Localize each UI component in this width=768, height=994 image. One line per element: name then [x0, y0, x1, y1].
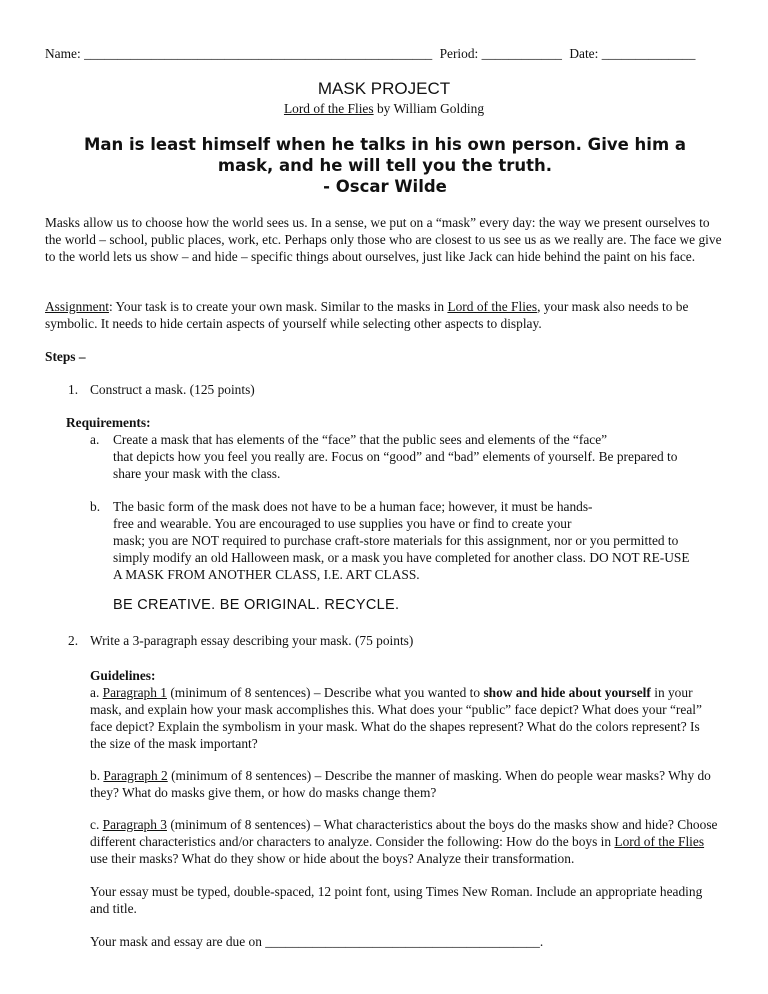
- guideline-c-text: (minimum of 8 sentences) – What characteristics about the boys do the masks show and hide? Choose different characteristics and/or characters to analyze. Consider the following: How do the boys in: [90, 817, 718, 849]
- assignment-label: Assignment: [45, 299, 109, 314]
- guideline-paragraph-3: [90, 816, 722, 867]
- quote-line-1: Man is least himself when he talks in his own person. Give him a: [83, 135, 687, 154]
- slogan: BE CREATIVE. BE ORIGINAL. RECYCLE.: [113, 597, 400, 613]
- guideline-a-text-2: in your mask, and explain how your mask accomplishes this. What does your “public” face depict? What does your “real” face depict? Explain the symbolism in your mask. What do the shapes represent? What do the colors represent? Is the size of the mask important?: [90, 685, 702, 751]
- guideline-c-text-2: use their masks? What do they show or hide about the boys? Analyze their transformation.: [90, 851, 575, 866]
- page-subtitle: [0, 100, 768, 117]
- req-a-label: a.: [90, 432, 100, 447]
- step-2-text: Write a 3-paragraph essay describing your mask. (75 points): [90, 633, 414, 648]
- assignment-paragraph: [45, 298, 722, 332]
- req-b-line-1: The basic form of the mask does not have to be a human face; however, it must be hands-: [113, 499, 593, 514]
- guideline-a-prefix: a.: [90, 685, 103, 700]
- req-b-label: b.: [90, 499, 101, 514]
- requirements-heading: [66, 414, 151, 431]
- author-text: by William Golding: [373, 101, 485, 116]
- book-title: Lord of the Flies: [283, 101, 374, 116]
- step-1-text: Construct a mask. (125 points): [90, 382, 255, 397]
- guideline-c-book: Lord of the Flies: [614, 834, 705, 849]
- req-b-line-2: free and wearable. You are encouraged to use supplies you have or find to create your: [113, 516, 572, 531]
- due-text: Your mask and essay are due on: [90, 934, 266, 949]
- guideline-paragraph-2: [90, 767, 712, 801]
- step-1-number: 1.: [68, 382, 79, 397]
- guideline-a-label: Paragraph 1: [102, 685, 167, 700]
- step-2-number: 2.: [68, 633, 79, 648]
- req-b-line-4: simply modify an old Halloween mask, or a mask you have completed for another class. DO NOT RE-USE: [113, 550, 690, 565]
- assignment-text-2: , your mask also needs to be symbolic. It needs to hide certain aspects of yourself while selecting other aspects to display.: [45, 299, 689, 331]
- steps-heading-text: Steps –: [45, 349, 86, 364]
- req-a-line-3: share your mask with the class.: [113, 466, 281, 481]
- name-label: Name:: [45, 46, 81, 61]
- req-b-line-5: A MASK FROM ANOTHER CLASS, I.E. ART CLASS.: [113, 567, 420, 582]
- steps-heading: [45, 348, 722, 365]
- assignment-book: Lord of the Flies: [447, 299, 538, 314]
- requirements-heading-text: Requirements:: [66, 415, 151, 430]
- guidelines-heading: [90, 667, 155, 684]
- guideline-b-prefix: b.: [90, 768, 104, 783]
- date-label: Date:: [569, 46, 599, 61]
- due-blank: _________________________________________: [265, 934, 540, 949]
- assignment-text: : Your task is to create your own mask. Similar to the masks in: [108, 299, 448, 314]
- guideline-c-prefix: c.: [90, 817, 103, 832]
- quote-line-2: mask, and he will tell you the truth.: [217, 156, 553, 175]
- name-blank: ____________________________________________________: [84, 46, 433, 61]
- guideline-b-label: Paragraph 2: [103, 768, 168, 783]
- student-info-line: [45, 45, 725, 62]
- due-end: .: [539, 934, 544, 949]
- req-a-line-1: Create a mask that has elements of the “face” that the public sees and elements of the “face”: [113, 432, 608, 447]
- guideline-paragraph-1: [90, 684, 712, 752]
- guideline-c-label: Paragraph 3: [102, 817, 167, 832]
- req-a-line-2: that depicts how you feel you really are. Focus on “good” and “bad” elements of yourself. Be prepared to: [113, 449, 678, 464]
- quote-attribution: - Oscar Wilde: [323, 177, 447, 196]
- intro-paragraph: Masks allow us to choose how the world sees us. In a sense, we put on a “mask” every day: the way we present ourselves to the world – school, public places, work, etc. Perhaps only those who are closest to us see us as we really are. The face we give to the world lets us show – and hide – specific things about ourselves, just like Jack can hide behind the paint on his face.: [45, 215, 722, 264]
- due-date-line: [90, 933, 543, 950]
- period-label: Period:: [439, 46, 479, 61]
- page-title: MASK PROJECT: [317, 79, 451, 98]
- guideline-a-text: (minimum of 8 sentences) – Describe what you wanted to: [166, 685, 484, 700]
- guidelines-heading-text: Guidelines:: [90, 668, 156, 683]
- guideline-b-text: (minimum of 8 sentences) – Describe the manner of masking. When do people wear masks? Why do they? What do masks give them, or how do masks change them?: [90, 768, 711, 800]
- period-blank: ____________: [481, 46, 562, 61]
- guideline-a-bold: show and hide about yourself: [483, 685, 651, 700]
- req-b-line-3: mask; you are NOT required to purchase craft-store materials for this assignment, nor or you permitted to: [113, 533, 679, 548]
- format-note: Your essay must be typed, double-spaced, 12 point font, using Times New Roman. Include an appropriate heading and title.: [90, 884, 703, 916]
- date-blank: ______________: [601, 46, 696, 61]
